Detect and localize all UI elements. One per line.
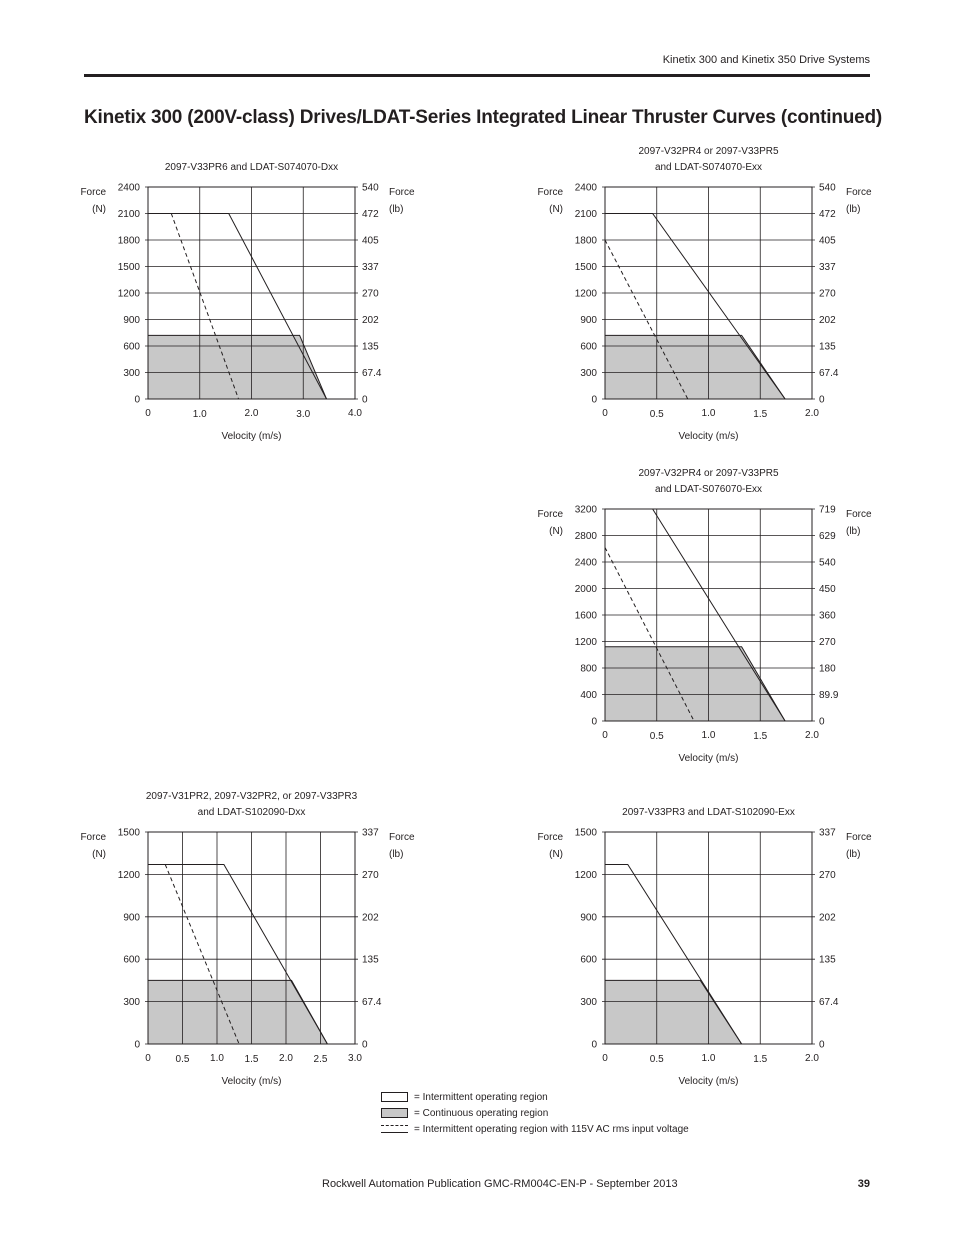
y-tick-label-left: 1500 [117,262,140,273]
y-tick-label-left: 1200 [117,869,140,881]
y-axis-title-right: (lb) [389,849,404,860]
footer-publication: Rockwell Automation Publication GMC-RM004C-EN-P - September 2013 [322,1178,678,1190]
y-tick-label-left: 900 [123,315,140,326]
y-tick-label-left: 600 [580,954,597,966]
y-tick-label-left: 600 [123,341,140,353]
x-tick-label: 2.0 [805,1053,819,1064]
y-tick-label-right: 270 [362,288,379,300]
chart-title: and LDAT-S076070-Exx [654,484,763,495]
y-tick-label-right: 202 [819,315,836,326]
chart-2 [517,146,897,450]
chart-5 [517,795,897,1095]
x-tick-label: 1.5 [753,409,768,420]
y-tick-label-left: 900 [580,315,597,326]
chart-title: 2097-V32PR4 or 2097-V33PR5 [638,468,779,479]
y-tick-label-right: 135 [362,954,379,966]
x-tick-label: 4.0 [348,408,362,419]
y-axis-title-right: (lb) [846,204,861,215]
y-tick-label-right: 67.4 [819,368,839,379]
y-tick-label-right: 135 [819,341,836,353]
legend-label-intermittent: = Intermittent operating region [414,1091,548,1103]
y-tick-label-right: 67.4 [362,997,382,1009]
x-tick-label: 2.5 [313,1054,328,1065]
y-tick-label-left: 1500 [574,262,597,273]
y-tick-label-left: 2400 [574,557,597,569]
y-tick-label-left: 1200 [117,288,140,300]
y-axis-title-right: Force [846,187,872,198]
header-rule [84,74,870,77]
x-tick-label: 0 [602,730,608,741]
chart-title: 2097-V32PR4 or 2097-V33PR5 [638,146,779,157]
running-header: Kinetix 300 and Kinetix 350 Drive Systems [662,54,870,66]
y-tick-label-left: 1200 [574,637,597,648]
y-tick-label-right: 0 [362,1039,368,1051]
x-tick-label: 0.5 [649,409,664,420]
y-tick-label-left: 2400 [574,182,597,194]
x-axis-title: Velocity (m/s) [678,1076,739,1087]
y-tick-label-left: 0 [591,1039,597,1051]
y-tick-label-left: 600 [123,954,140,966]
y-tick-label-right: 405 [362,235,379,247]
y-tick-label-left: 300 [580,368,597,379]
legend-item-continuous [381,1105,689,1121]
chart-title: and LDAT-S074070-Exx [654,162,763,173]
continuous-region [605,647,785,721]
y-tick-label-left: 1200 [574,288,597,300]
y-axis-title-left: Force [80,832,106,843]
y-tick-label-left: 600 [580,341,597,353]
y-tick-label-left: 1800 [117,235,140,247]
y-tick-label-left: 1600 [574,610,597,622]
y-axis-title-right: Force [846,509,872,520]
y-axis-title-left: (N) [549,526,563,537]
y-tick-label-right: 472 [819,209,836,220]
y-tick-label-left: 2400 [117,182,140,194]
y-tick-label-right: 540 [819,557,836,569]
x-tick-label: 2.0 [244,408,259,419]
legend-swatch-intermittent-115v [381,1125,408,1133]
y-axis-title-right: (lb) [846,849,861,860]
chart-1 [60,150,440,450]
legend-label-intermittent-115v: = Intermittent operating region with 115V AC rms input voltage [414,1123,689,1135]
page-number: 39 [857,1178,870,1190]
x-tick-label: 1.0 [701,730,716,741]
legend-swatch-continuous [381,1108,408,1118]
y-tick-label-left: 2800 [574,531,597,542]
y-tick-label-right: 337 [819,827,836,839]
y-tick-label-right: 337 [362,262,379,273]
y-tick-label-right: 135 [819,954,836,966]
y-tick-label-right: 270 [362,869,379,881]
y-tick-label-right: 540 [819,182,836,194]
x-tick-label: 1.5 [753,731,768,742]
y-tick-label-right: 337 [819,262,836,273]
y-tick-label-left: 2100 [574,209,597,220]
y-tick-label-right: 67.4 [362,368,382,379]
x-axis-title: Velocity (m/s) [678,431,739,442]
x-tick-label: 3.0 [296,409,311,420]
y-tick-label-right: 270 [819,637,836,648]
y-tick-label-right: 360 [819,610,836,622]
page-title: Kinetix 300 (200V-class) Drives/LDAT-Series Integrated Linear Thruster Curves (continued) [84,107,883,128]
y-tick-label-left: 0 [591,394,597,406]
y-tick-label-right: 180 [819,663,836,675]
chart-title: and LDAT-S102090-Dxx [197,807,306,818]
y-tick-label-right: 0 [819,394,825,406]
y-tick-label-left: 2000 [574,584,597,595]
y-tick-label-right: 270 [819,288,836,300]
y-axis-title-left: Force [80,187,106,198]
x-tick-label: 0 [145,408,151,419]
y-tick-label-right: 405 [819,235,836,247]
y-tick-label-left: 2100 [117,209,140,220]
continuous-region [605,335,785,399]
legend-swatch-intermittent [381,1092,408,1102]
y-tick-label-right: 0 [819,716,825,728]
y-tick-label-left: 400 [580,690,597,701]
chart-3 [517,468,897,772]
y-axis-title-left: Force [537,832,563,843]
x-tick-label: 1.0 [192,409,207,420]
y-axis-title-right: Force [846,832,872,843]
y-axis-title-left: (N) [92,849,106,860]
x-tick-label: 2.0 [805,408,819,419]
y-tick-label-left: 900 [123,912,140,924]
y-tick-label-right: 719 [819,504,836,516]
x-tick-label: 1.0 [701,1053,716,1064]
y-tick-label-right: 135 [362,341,379,353]
legend-item-intermittent-115v [381,1121,689,1137]
x-tick-label: 1.0 [701,408,716,419]
y-tick-label-right: 0 [362,394,368,406]
y-tick-label-right: 0 [819,1039,825,1051]
y-tick-label-left: 1200 [574,869,597,881]
y-tick-label-left: 900 [580,912,597,924]
y-tick-label-right: 629 [819,531,836,542]
y-axis-title-left: Force [537,187,563,198]
chart-title: 2097-V33PR3 and LDAT-S102090-Exx [622,807,795,818]
continuous-region [148,980,327,1044]
x-axis-title: Velocity (m/s) [221,1076,282,1087]
x-tick-label: 0 [602,1053,608,1064]
continuous-region [148,335,327,399]
y-tick-label-right: 450 [819,584,836,595]
y-tick-label-left: 800 [580,663,597,675]
y-axis-title-left: Force [537,509,563,520]
x-axis-title: Velocity (m/s) [221,431,282,442]
y-tick-label-left: 0 [134,394,140,406]
y-tick-label-right: 270 [819,869,836,881]
y-tick-label-right: 337 [362,827,379,839]
chart-title: 2097-V31PR2, 2097-V32PR2, or 2097-V33PR3 [145,791,358,802]
y-axis-title-right: (lb) [846,526,861,537]
x-tick-label: 1.5 [244,1054,259,1065]
y-axis-title-right: (lb) [389,204,404,215]
y-tick-label-right: 202 [362,912,379,924]
legend-item-intermittent [381,1089,689,1105]
y-axis-title-left: (N) [549,204,563,215]
y-tick-label-left: 300 [123,368,140,379]
y-tick-label-left: 1500 [574,827,597,839]
y-tick-label-left: 1800 [574,235,597,247]
y-axis-title-left: (N) [92,204,106,215]
y-tick-label-right: 540 [362,182,379,194]
y-tick-label-left: 0 [134,1039,140,1051]
y-axis-title-right: Force [389,832,415,843]
x-tick-label: 0 [602,408,608,419]
x-tick-label: 2.0 [279,1053,293,1064]
chart-title: 2097-V33PR6 and LDAT-S074070-Dxx [164,162,339,173]
x-tick-label: 2.0 [805,730,819,741]
x-tick-label: 0 [145,1053,151,1064]
y-tick-label-left: 300 [123,997,140,1009]
y-tick-label-left: 3200 [574,504,597,516]
x-tick-label: 0.5 [649,731,664,742]
y-axis-title-left: (N) [549,849,563,860]
x-tick-label: 0.5 [649,1054,664,1065]
y-tick-label-left: 0 [591,716,597,728]
y-tick-label-right: 472 [362,209,379,220]
y-tick-label-right: 202 [362,315,379,326]
legend [381,1089,689,1137]
x-tick-label: 3.0 [348,1053,362,1064]
y-tick-label-left: 300 [580,997,597,1009]
y-tick-label-right: 89.9 [819,690,839,701]
y-tick-label-right: 67.4 [819,997,839,1009]
x-tick-label: 0.5 [175,1054,190,1065]
y-tick-label-right: 202 [819,912,836,924]
chart-4 [60,791,440,1095]
x-tick-label: 1.0 [210,1053,224,1064]
y-tick-label-left: 1500 [117,827,140,839]
x-axis-title: Velocity (m/s) [678,753,739,764]
x-tick-label: 1.5 [753,1054,768,1065]
y-axis-title-right: Force [389,187,415,198]
legend-label-continuous: = Continuous operating region [414,1107,549,1119]
